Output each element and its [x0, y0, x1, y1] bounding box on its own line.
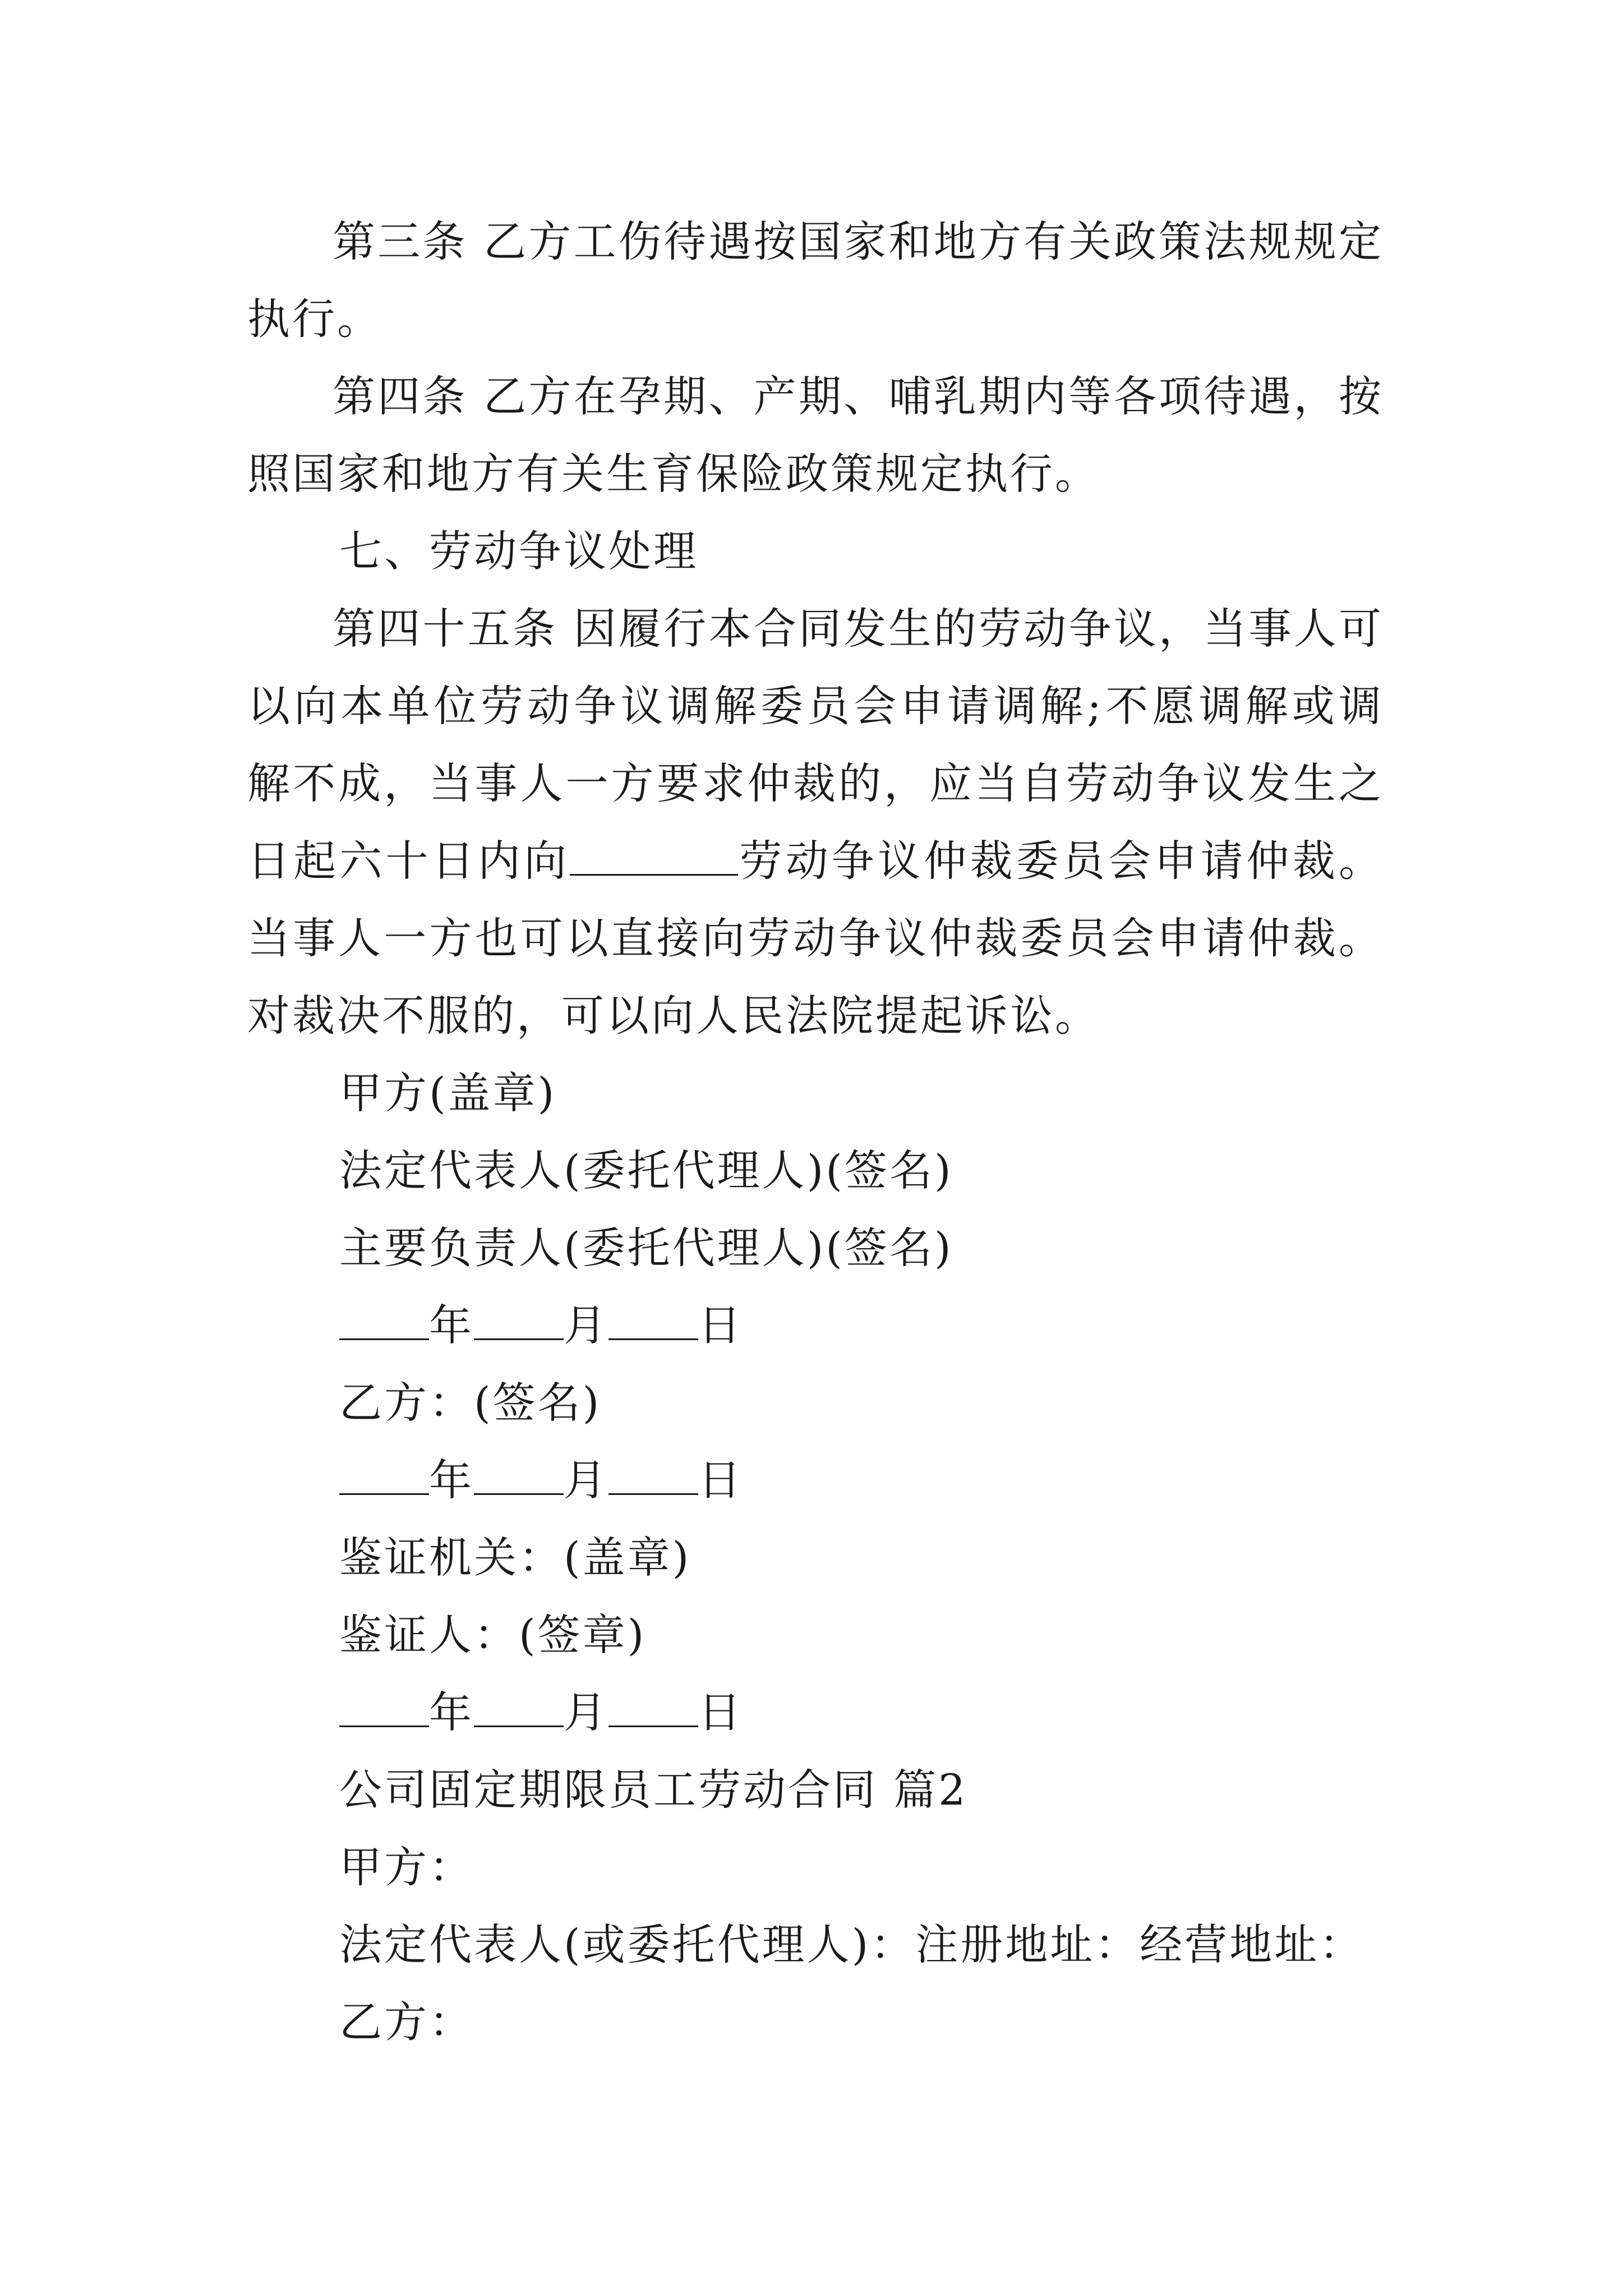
section-7-heading: 七、劳动争议处理 — [339, 526, 698, 576]
article-45-text-after: 劳动争议仲裁委员会申请仲裁。当事人一方也可以直接向劳动争议仲裁委员会申请仲裁。对裁决不服的，可以向人民法院提起诉讼。 — [247, 836, 1384, 1041]
contract-2-title: 公司固定期限员工劳动合同 篇2 — [339, 1765, 968, 1815]
article-4: 第四条 乙方在孕期、产期、哺乳期内等各项待遇，按照国家和地方有关生育保险政策规定执行。 — [247, 371, 1384, 499]
date-line-1 — [247, 1287, 1384, 1364]
contract-2-party-b: 乙方： — [339, 1997, 474, 2047]
day-blank — [608, 1453, 698, 1495]
year-blank — [339, 1298, 429, 1340]
day-blank — [608, 1298, 698, 1340]
article-3: 第三条 乙方工伤待遇按国家和地方有关政策法规规定执行。 — [247, 217, 1384, 344]
article-45-text-before: 第四十五条 因履行本合同发生的劳动争议，当事人可以向本单位劳动争议调解委员会申请调解;不愿调解或调解不成，当事人一方要求仲裁的，应当自劳动争议发生之日起六十日内向 — [247, 604, 1384, 886]
day-label: 日 — [698, 1300, 743, 1350]
year-label: 年 — [429, 1300, 474, 1350]
date-line-3 — [247, 1674, 1384, 1751]
certifier-signature: 鉴证人：(签章) — [339, 1610, 647, 1660]
month-label: 月 — [564, 1300, 608, 1350]
party-a-seal: 甲方(盖章) — [339, 1068, 557, 1118]
year-label: 年 — [429, 1455, 474, 1505]
day-label: 日 — [698, 1455, 743, 1505]
authority-seal: 鉴证机关：(盖章) — [339, 1533, 691, 1582]
year-label: 年 — [429, 1687, 474, 1737]
contract-2-party-a: 甲方： — [339, 1842, 474, 1892]
party-b-signature: 乙方：(签名) — [339, 1378, 602, 1428]
date-line-2 — [247, 1442, 1384, 1519]
article-45 — [247, 590, 1384, 1055]
arbitration-committee-blank — [570, 834, 738, 876]
month-blank — [474, 1685, 564, 1727]
principal-signature: 主要负责人(委托代理人)(签名) — [339, 1223, 953, 1273]
legal-rep-signature: 法定代表人(委托代理人)(签名) — [339, 1145, 953, 1195]
year-blank — [339, 1453, 429, 1495]
month-label: 月 — [564, 1455, 608, 1505]
year-blank — [339, 1685, 429, 1727]
day-label: 日 — [698, 1687, 743, 1737]
document-body — [247, 203, 1384, 2061]
month-blank — [474, 1298, 564, 1340]
day-blank — [608, 1685, 698, 1727]
contract-2-legal-rep: 法定代表人(或委托代理人)：注册地址：经营地址： — [339, 1920, 1364, 1970]
month-label: 月 — [564, 1687, 608, 1737]
month-blank — [474, 1453, 564, 1495]
